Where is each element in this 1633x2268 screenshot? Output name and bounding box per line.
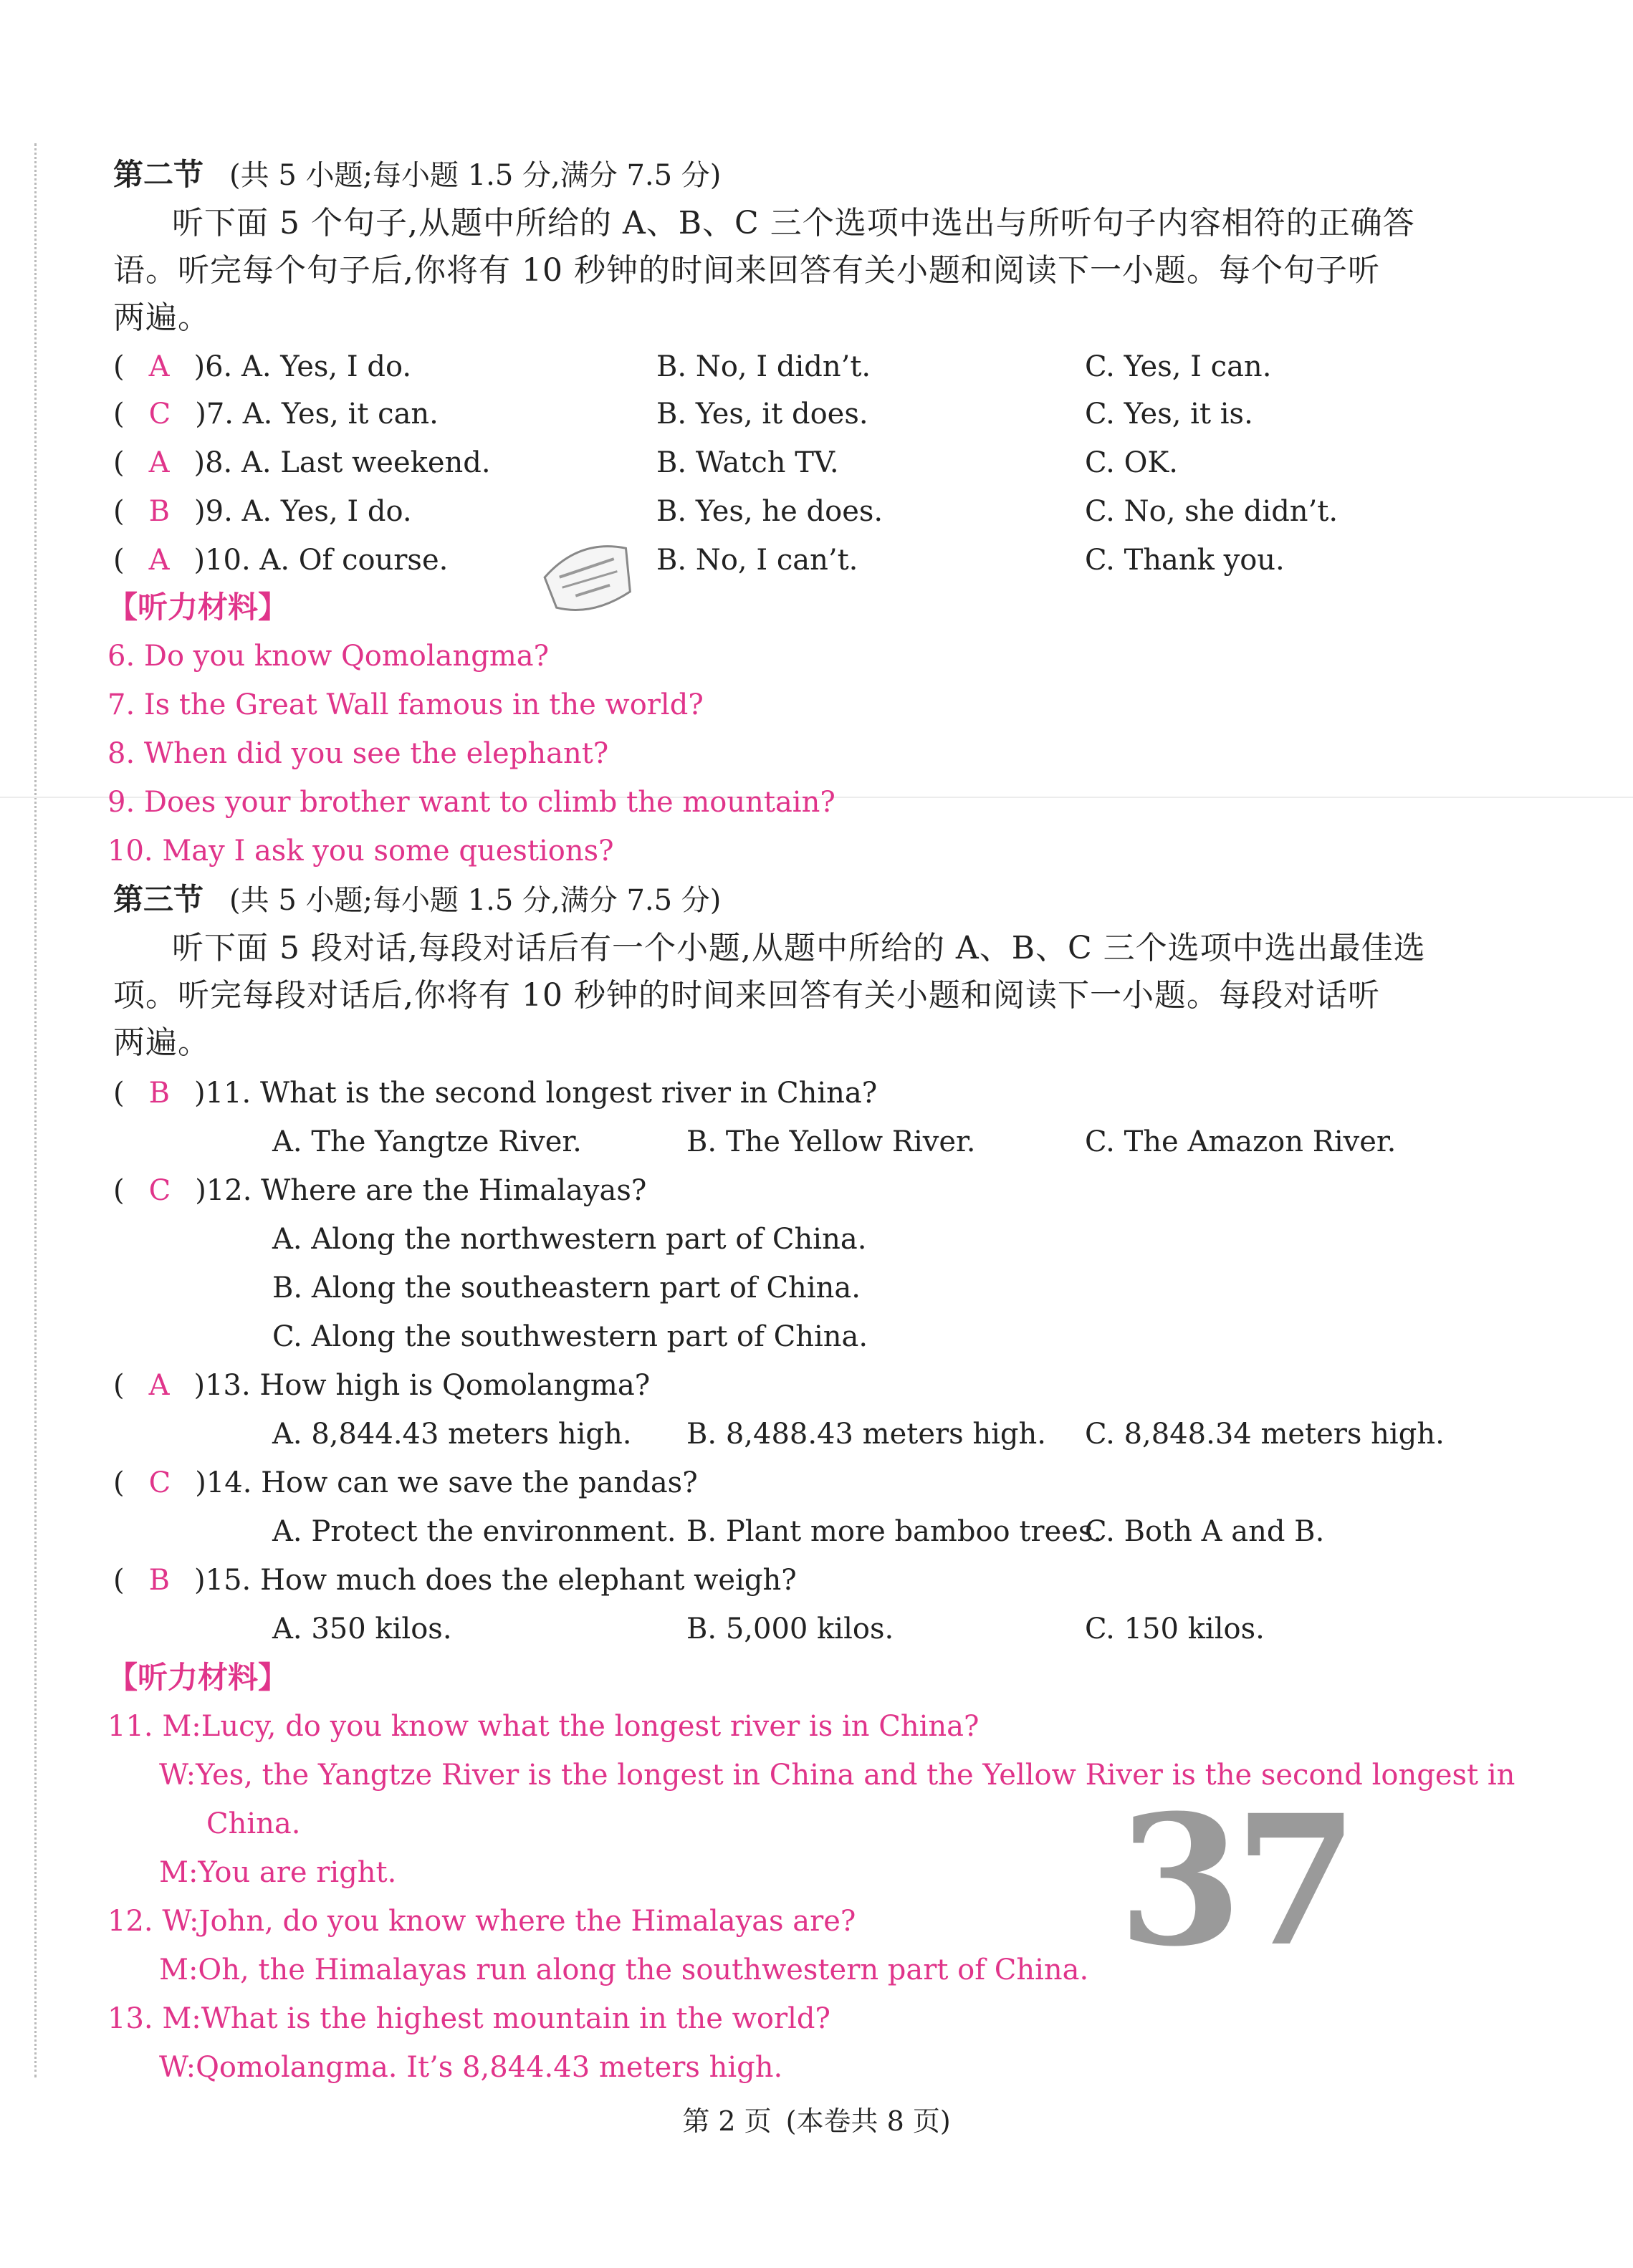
answer-mark: C <box>148 1174 171 1207</box>
answer-mark: C <box>148 398 171 431</box>
material-line: 7. Is the Great Wall famous in the world? <box>107 688 704 721</box>
option-b: B. 5,000 kilos. <box>686 1613 894 1645</box>
option-c: C. Thank you. <box>1085 544 1285 577</box>
option-b: B. Yes, it does. <box>656 398 868 431</box>
material-line: M:You are right. <box>159 1856 397 1889</box>
material-line: 9. Does your brother want to climb the mountain? <box>107 786 835 819</box>
material-line: 11. M:Lucy, do you know what the longest river is in China? <box>107 1710 980 1743</box>
section2-title: 第二节 <box>113 157 204 192</box>
material-line: W:Yes, the Yangtze River is the longest in China and the Yellow River is the second longest in <box>159 1759 1515 1792</box>
material-line: 10. May I ask you some questions? <box>107 835 614 868</box>
binding-margin-line <box>34 143 37 2077</box>
option-b: B. No, I can’t. <box>656 544 858 577</box>
option-a: A. 350 kilos. <box>272 1613 452 1645</box>
page-number-badge: 37 <box>1118 1775 1350 1986</box>
section3-instruction-line1: 听下面 5 段对话,每段对话后有一个小题,从题中所给的 A、B、C 三个选项中选出最佳选 <box>172 930 1426 966</box>
listening-material-header: 【听力材料】 <box>107 590 289 625</box>
option-b: B. Along the southeastern part of China. <box>272 1272 861 1304</box>
material-line: 13. M:What is the highest mountain in the world? <box>107 2002 830 2035</box>
option-c: C. 8,848.34 meters high. <box>1085 1418 1445 1451</box>
material-line: W:Qomolangma. It’s 8,844.43 meters high. <box>159 2051 783 2084</box>
question-row: ( B )9. A. Yes, I do. <box>113 495 412 528</box>
section2-instruction-line1: 听下面 5 个句子,从题中所给的 A、B、C 三个选项中选出与所听句子内容相符的正确答 <box>172 205 1415 241</box>
footer-page-number: 第 2 页 <box>682 2105 772 2137</box>
option-c: C. Yes, it is. <box>1085 398 1253 431</box>
option-b: B. Watch TV. <box>656 446 839 479</box>
option-b: B. No, I didn’t. <box>656 350 871 383</box>
question-row: ( A )13. How high is Qomolangma? <box>113 1369 651 1402</box>
section2-subtitle: (共 5 小题;每小题 1.5 分,满分 7.5 分) <box>229 159 722 192</box>
section3-instruction-line3: 两遍。 <box>113 1024 210 1061</box>
material-line: 6. Do you know Qomolangma? <box>107 640 550 673</box>
material-line: 8. When did you see the elephant? <box>107 737 609 770</box>
material-line: M:Oh, the Himalayas run along the southwestern part of China. <box>159 1954 1089 1986</box>
question-row: ( C )7. A. Yes, it can. <box>113 398 439 431</box>
option-c: C. Both A and B. <box>1085 1515 1325 1548</box>
option-c: C. 150 kilos. <box>1085 1613 1265 1645</box>
section2-heading <box>113 156 721 194</box>
question-row: ( C )14. How can we save the pandas? <box>113 1466 698 1499</box>
section3-subtitle: (共 5 小题;每小题 1.5 分,满分 7.5 分) <box>229 884 722 917</box>
option-b: B. The Yellow River. <box>686 1125 976 1158</box>
section3-title: 第三节 <box>113 882 204 917</box>
question-row: ( A )10. A. Of course. <box>113 544 449 577</box>
option-a: A. 8,844.43 meters high. <box>272 1418 632 1451</box>
answer-mark: C <box>148 1466 171 1499</box>
option-a: A. Along the northwestern part of China. <box>272 1223 867 1256</box>
section2-instruction-line2: 语。听完每个句子后,你将有 10 秒钟的时间来回答有关小题和阅读下一小题。每个句子听 <box>113 252 1380 289</box>
listening-material-header: 【听力材料】 <box>107 1660 289 1695</box>
section3-instruction-line2: 项。听完每段对话后,你将有 10 秒钟的时间来回答有关小题和阅读下一小题。每段对话听 <box>113 977 1380 1014</box>
answer-mark: B <box>148 1077 171 1110</box>
answer-mark: A <box>148 446 170 479</box>
material-line: 12. W:John, do you know where the Himalayas are? <box>107 1905 856 1938</box>
option-a: A. The Yangtze River. <box>272 1125 582 1158</box>
answer-mark: A <box>148 350 170 383</box>
option-b: B. Yes, he does. <box>656 495 883 528</box>
option-b: B. 8,488.43 meters high. <box>686 1418 1047 1451</box>
answer-mark: A <box>148 1369 170 1402</box>
option-c: C. The Amazon River. <box>1085 1125 1397 1158</box>
question-row: ( B )15. How much does the elephant weigh? <box>113 1564 797 1597</box>
option-b: B. Plant more bamboo trees. <box>686 1515 1103 1548</box>
question-row: ( A )8. A. Last weekend. <box>113 446 491 479</box>
answer-mark: B <box>148 1564 171 1597</box>
answer-mark: B <box>148 495 171 528</box>
homework-stamp-icon <box>530 526 648 628</box>
material-line: China. <box>206 1807 301 1840</box>
option-c: C. Along the southwestern part of China. <box>272 1320 868 1353</box>
option-a: A. Protect the environment. <box>272 1515 676 1548</box>
section3-heading <box>113 881 721 919</box>
section2-instruction-line3: 两遍。 <box>113 299 210 336</box>
page-footer <box>0 2099 1633 2138</box>
question-row: ( B )11. What is the second longest river in China? <box>113 1077 878 1110</box>
question-row: ( C )12. Where are the Himalayas? <box>113 1174 647 1207</box>
option-c: C. No, she didn’t. <box>1085 495 1339 528</box>
footer-total-pages: (本卷共 8 页) <box>785 2105 951 2137</box>
question-row: ( A )6. A. Yes, I do. <box>113 350 412 383</box>
answer-mark: A <box>148 544 170 577</box>
option-c: C. OK. <box>1085 446 1178 479</box>
option-c: C. Yes, I can. <box>1085 350 1272 383</box>
